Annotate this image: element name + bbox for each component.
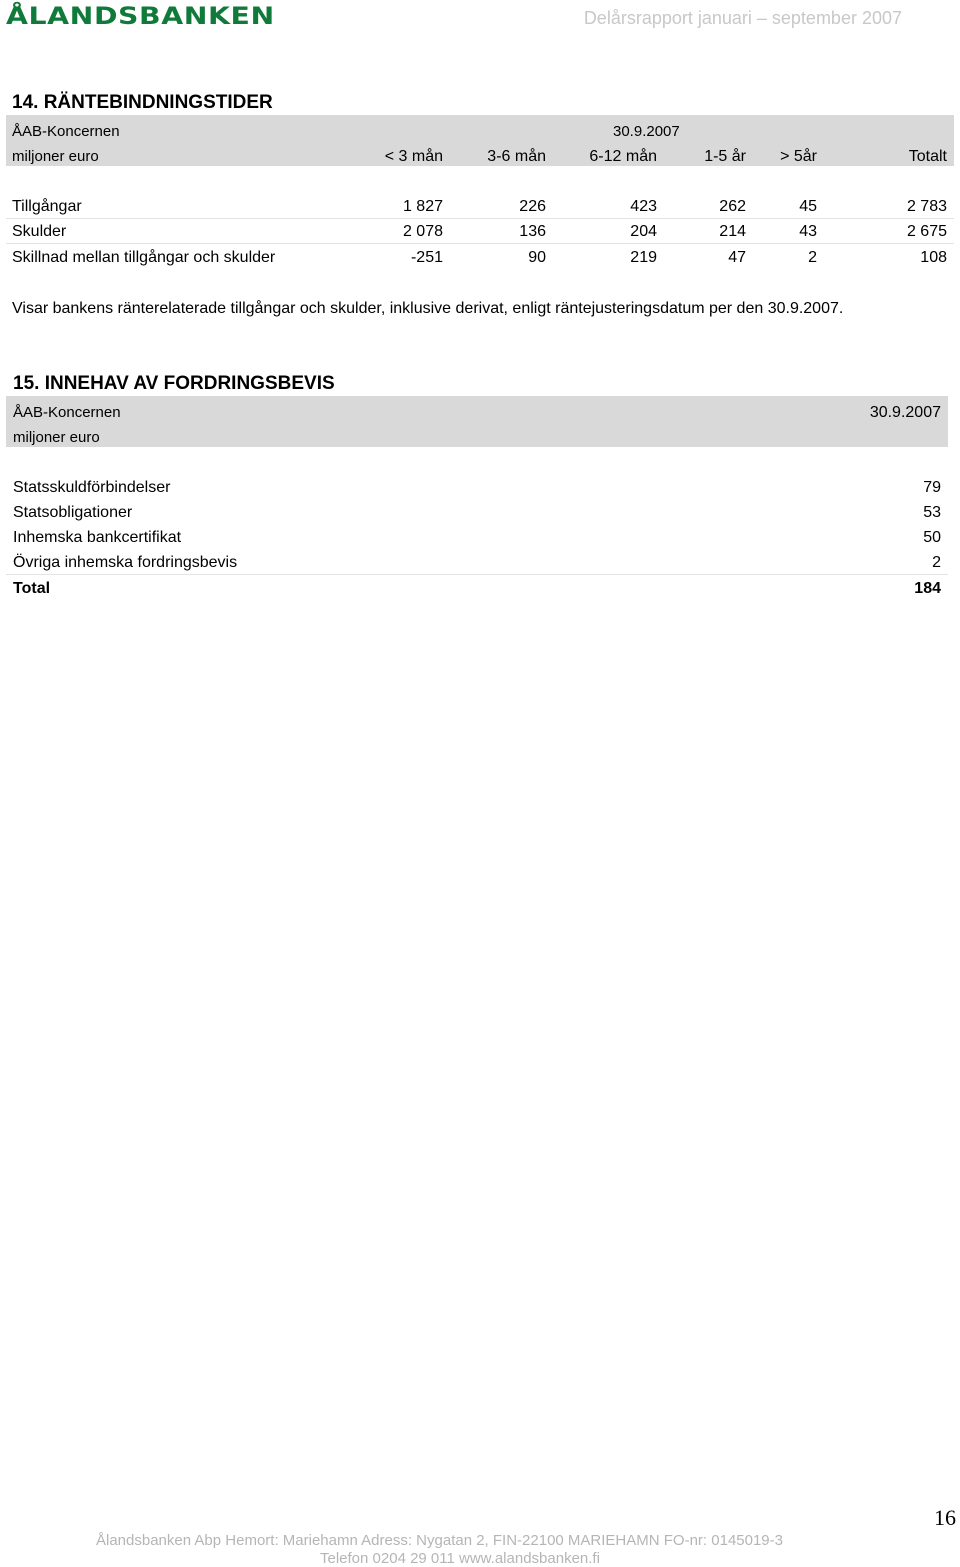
table-cell: 43 [799, 223, 817, 240]
section-15-date: 30.9.2007 [869, 404, 941, 421]
column-header: > 5år [780, 148, 817, 165]
list-item-value: 79 [923, 479, 941, 496]
list-item-label: Statsskuldförbindelser [13, 479, 171, 496]
table-cell: 136 [519, 223, 546, 240]
section-14-group: ÅAB-Koncernen [12, 123, 120, 140]
list-item-value: 2 [932, 554, 941, 571]
section-15-title: 15. INNEHAV AV FORDRINGSBEVIS [13, 373, 335, 394]
table-cell: 219 [630, 249, 657, 266]
report-title: Delårsrapport januari – september 2007 [583, 8, 902, 28]
list-item-label: Statsobligationer [13, 504, 133, 521]
list-item-value: 53 [923, 504, 941, 521]
row-label-tillgangar: Tillgångar [12, 198, 82, 215]
column-header: 3-6 mån [487, 148, 546, 165]
footer-contact: Telefon 0204 29 011 www.alandsbanken.fi [320, 1550, 600, 1567]
section-14-unit: miljoner euro [12, 148, 99, 165]
section-15-unit: miljoner euro [13, 429, 100, 446]
table-cell: 2 [808, 249, 817, 266]
row-divider [6, 243, 954, 244]
page-number: 16 [934, 1505, 956, 1530]
table-cell: 262 [719, 198, 746, 215]
list-item-label: Inhemska bankcertifikat [13, 529, 182, 546]
total-divider [6, 574, 948, 575]
table-cell: 2 675 [906, 223, 947, 240]
table-cell: 45 [799, 198, 817, 215]
footer-company-info: Ålandsbanken Abp Hemort: Mariehamn Adress: Nygatan 2, FIN-22100 MARIEHAMN FO-nr: 0145019-3 [96, 1532, 783, 1549]
alandsbanken-logo: ÅLANDSBANKEN [6, 2, 275, 30]
section-15-group: ÅAB-Koncernen [13, 404, 121, 421]
table-cell: 204 [630, 223, 657, 240]
section-15-header-band [6, 396, 948, 447]
list-item-value: 50 [923, 529, 941, 546]
total-label: Total [13, 580, 51, 597]
section-14-title: 14. RÄNTEBINDNINGSTIDER [12, 92, 273, 113]
table-cell: 423 [630, 198, 657, 215]
list-item-label: Övriga inhemska fordringsbevis [13, 554, 238, 571]
total-value: 184 [914, 580, 941, 597]
table-cell: 108 [920, 249, 947, 266]
table-cell: 226 [519, 198, 546, 215]
column-header: 6-12 mån [589, 148, 657, 165]
table-cell: 1 827 [402, 198, 443, 215]
table-cell: 90 [528, 249, 546, 266]
table-cell: 47 [728, 249, 746, 266]
column-header: Totalt [908, 148, 947, 165]
table-cell: 2 783 [906, 198, 947, 215]
row-label-skillnad: Skillnad mellan tillgångar och skulder [12, 249, 276, 266]
column-header: < 3 mån [384, 148, 443, 165]
column-header: 1-5 år [704, 148, 746, 165]
table-cell: 2 078 [402, 223, 443, 240]
section-14-date: 30.9.2007 [613, 123, 680, 140]
table-cell: 214 [719, 223, 746, 240]
section-14-note: Visar bankens ränterelaterade tillgångar och skulder, inklusive derivat, enligt räntejusteringsdatum per den 30.9.2007. [12, 300, 844, 317]
row-label-skulder: Skulder [12, 223, 67, 240]
table-cell: -251 [410, 249, 443, 266]
row-divider [6, 218, 954, 219]
